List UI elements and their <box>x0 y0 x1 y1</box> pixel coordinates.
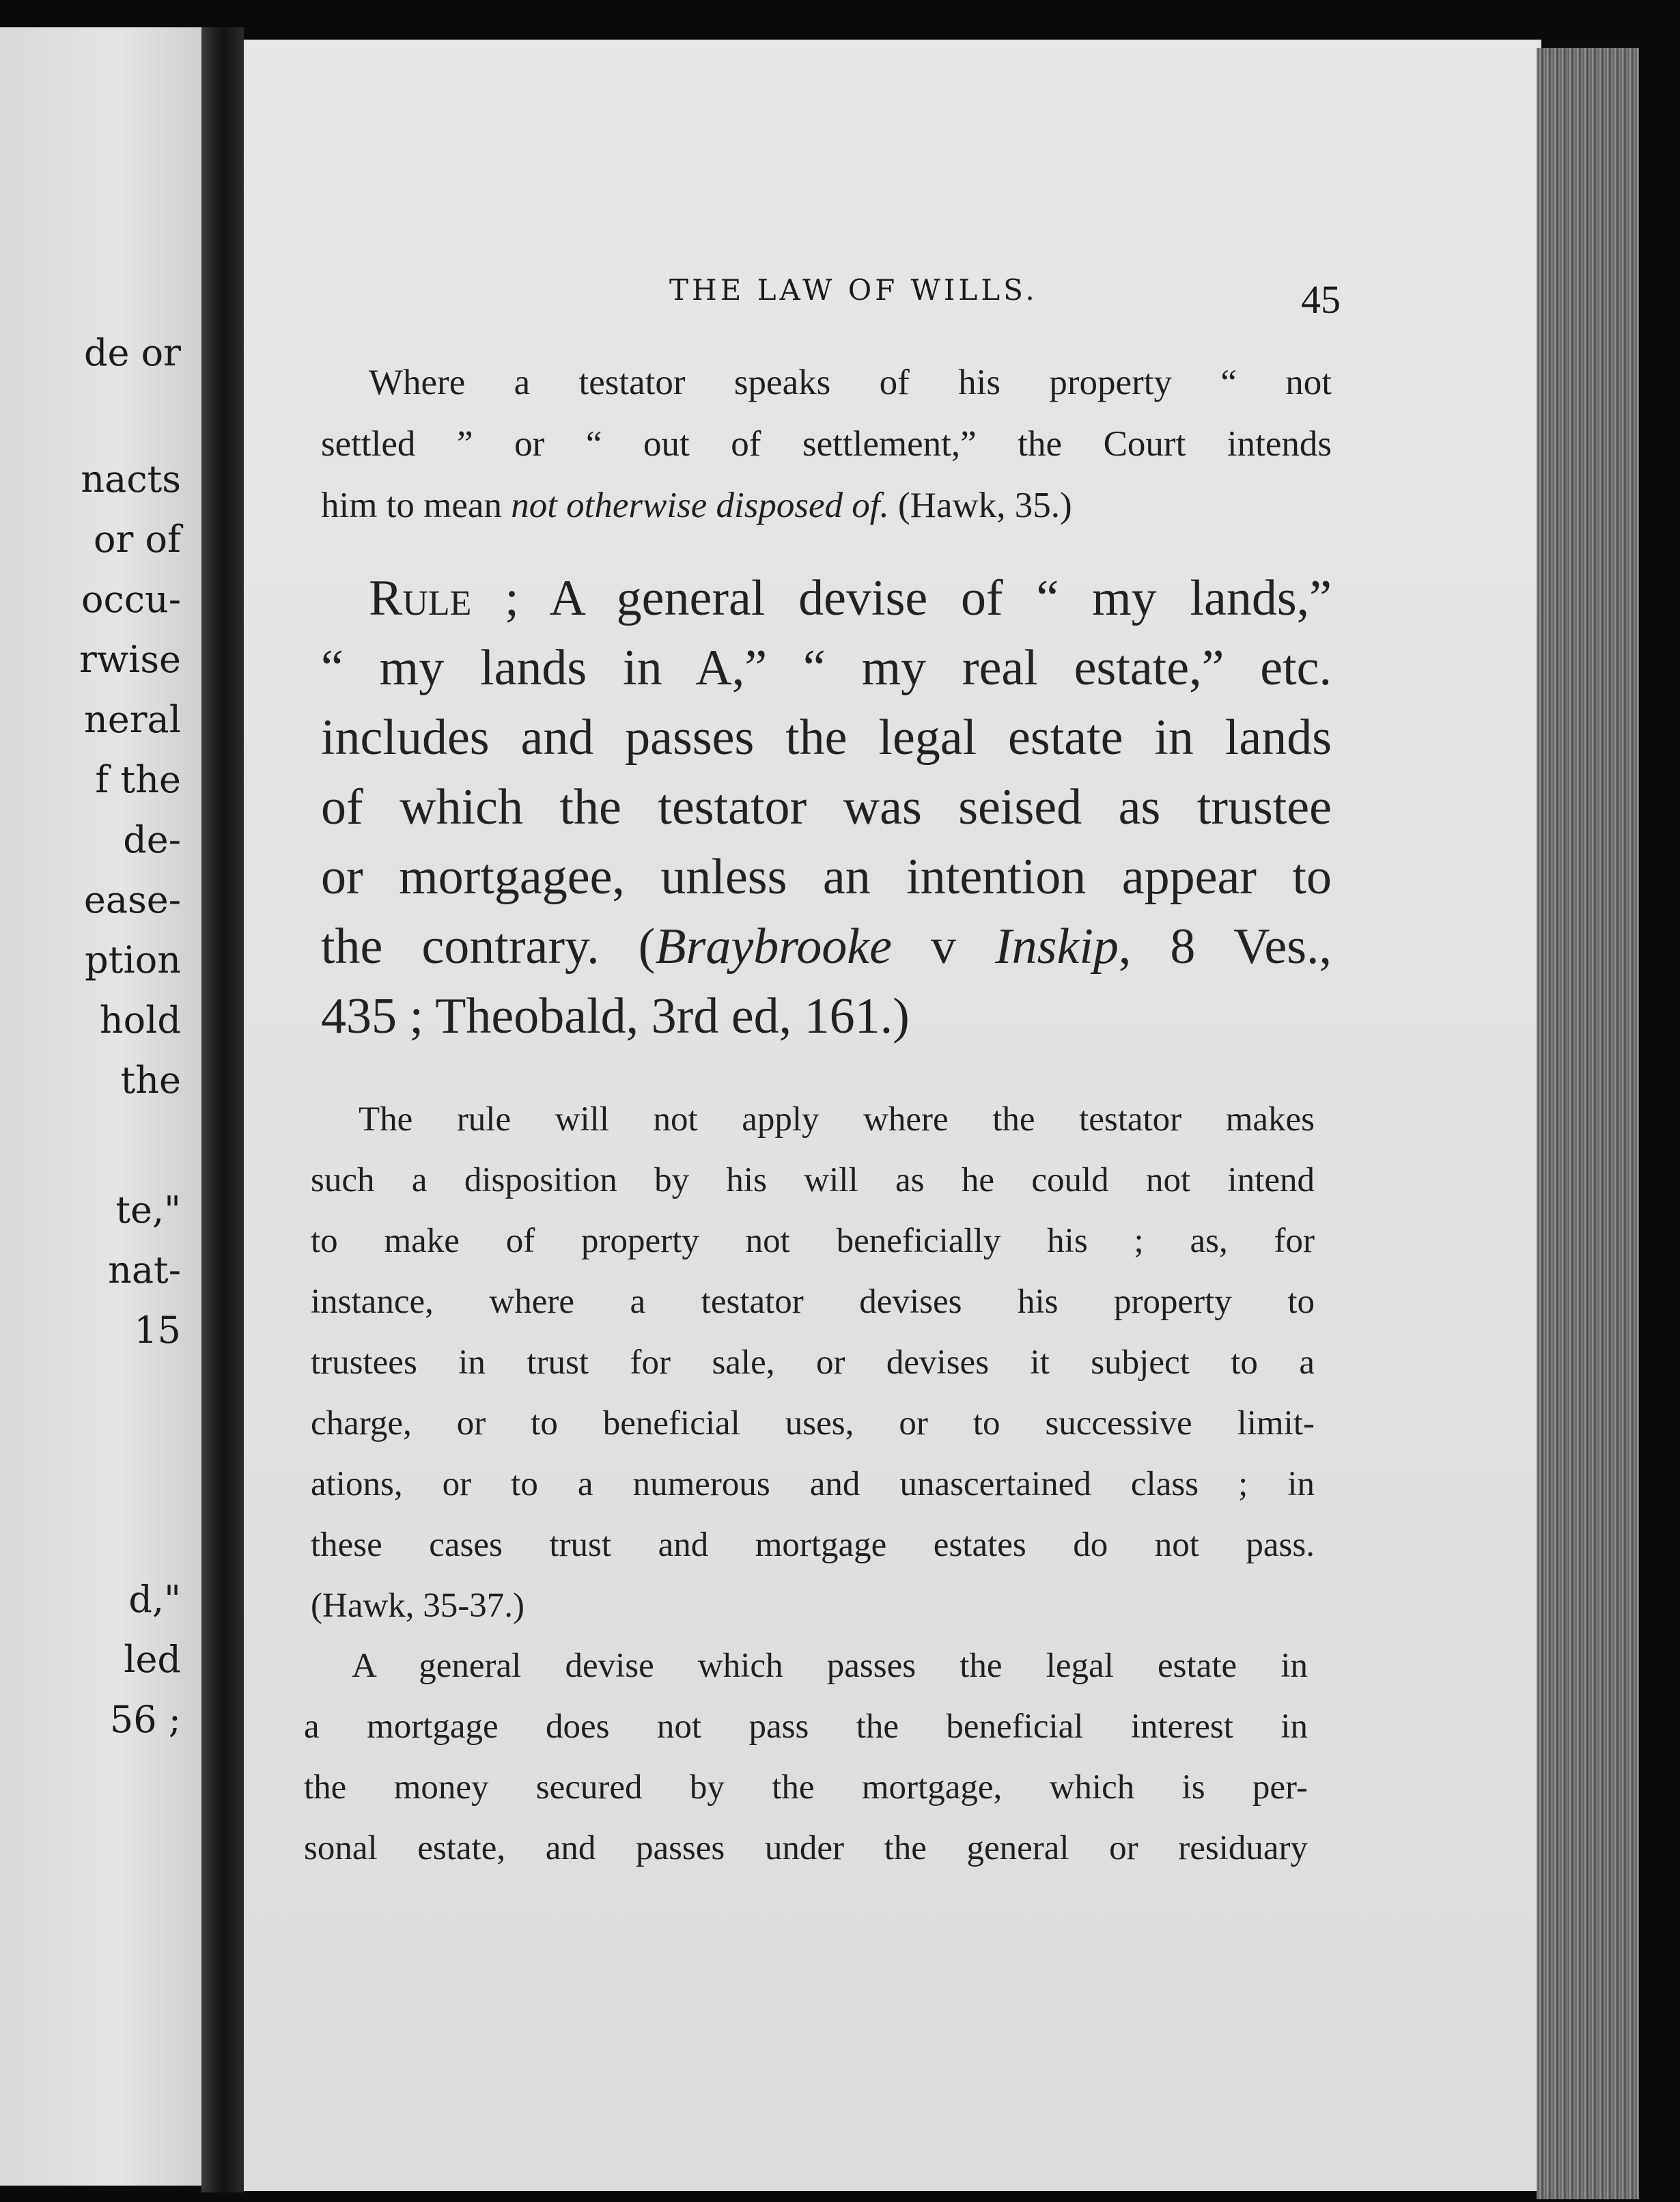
text-run: the contrary. ( <box>321 919 656 975</box>
page-edges <box>1537 48 1639 2199</box>
left-page-fragment: ease- <box>83 878 181 921</box>
text-line: (Hawk, 35-37.) <box>311 1587 524 1625</box>
left-page-fragment: rwise <box>79 638 181 681</box>
left-page-fragment: de or <box>83 331 181 374</box>
text-run: , 8 Ves., <box>1118 919 1332 975</box>
text-line: these cases trust and mortgage estates do not pass. <box>311 1526 1315 1564</box>
text-line: includes and passes the legal estate in lands <box>321 710 1332 766</box>
rule-statement <box>321 563 1332 1051</box>
text-line: A general devise which passes the legal estate in <box>352 1647 1308 1685</box>
text-run: ; A general devise of “ my lands,” <box>471 570 1332 626</box>
left-page-fragment: led <box>124 1638 181 1681</box>
left-page-fragment: neral <box>83 698 181 741</box>
left-page-fragment: ption <box>85 938 181 981</box>
rule-label: Rule <box>369 570 472 626</box>
paragraph-mortgage-devise <box>304 1636 1308 1879</box>
text-line: or mortgagee, unless an intention appear to <box>321 849 1332 905</box>
text-run: him to mean <box>321 486 512 525</box>
text-line: a mortgage does not pass the beneficial interest in <box>304 1708 1308 1746</box>
page-number: 45 <box>1301 277 1341 322</box>
paragraph-rule-exceptions <box>311 1089 1315 1636</box>
text-line <box>321 475 1332 536</box>
left-page-fragment: occu- <box>81 578 181 621</box>
text-line: The rule will not apply where the testator makes <box>359 1100 1315 1139</box>
text-line: settled ” or “ out of settlement,” the Court intends <box>321 424 1332 464</box>
text-line: sonal estate, and passes under the general or residuary <box>304 1829 1308 1867</box>
citation: (Hawk, 35.) <box>888 486 1072 525</box>
left-page-fragment: the <box>120 1059 181 1102</box>
left-page-fragment: te," <box>115 1188 181 1231</box>
text-line: “ my lands in A,” “ my real estate,” etc. <box>321 640 1332 696</box>
left-page-fragment: or of <box>94 518 181 561</box>
text-line: the money secured by the mortgage, which is per- <box>304 1768 1308 1807</box>
paragraph-not-settled <box>321 352 1332 536</box>
case-name: Braybrooke <box>655 919 892 975</box>
left-page-fragment: 15 <box>134 1309 181 1352</box>
left-page-fragment: f the <box>95 758 181 801</box>
text-line: 435 ; Theobald, 3rd ed, 161.) <box>321 988 910 1044</box>
text-line: to make of property not beneficially his ; as, for <box>311 1222 1315 1260</box>
case-name: Inskip <box>995 919 1119 975</box>
text-line: of which the testator was seised as trustee <box>321 779 1332 835</box>
italic-phrase: not otherwise disposed of. <box>511 486 889 525</box>
text-line: charge, or to beneficial uses, or to successive limit- <box>311 1404 1315 1443</box>
left-page-fragment: hold <box>99 999 181 1042</box>
text-run: v <box>891 919 996 975</box>
left-page-fragment: de- <box>123 818 181 861</box>
text-line: trustees in trust for sale, or devises it subject to a <box>311 1343 1315 1382</box>
left-page-fragment: nacts <box>81 458 181 501</box>
left-page-fragment: 56 ; <box>109 1698 181 1741</box>
text-line <box>321 563 1332 633</box>
left-page-fragment: d," <box>128 1578 181 1621</box>
running-title: THE LAW OF WILLS. <box>669 273 1038 307</box>
left-page-fragment: nat- <box>108 1249 181 1292</box>
previous-page <box>0 27 201 2186</box>
text-line: Where a testator speaks of his property “ not <box>369 363 1332 402</box>
scan-border <box>1639 48 1680 2202</box>
text-line: such a disposition by his will as he could not intend <box>311 1161 1315 1199</box>
text-line: ations, or to a numerous and unascertained class ; in <box>311 1465 1315 1503</box>
text-line: instance, where a testator devises his property to <box>311 1283 1315 1321</box>
text-line <box>321 912 1332 981</box>
book-gutter <box>201 27 244 2192</box>
